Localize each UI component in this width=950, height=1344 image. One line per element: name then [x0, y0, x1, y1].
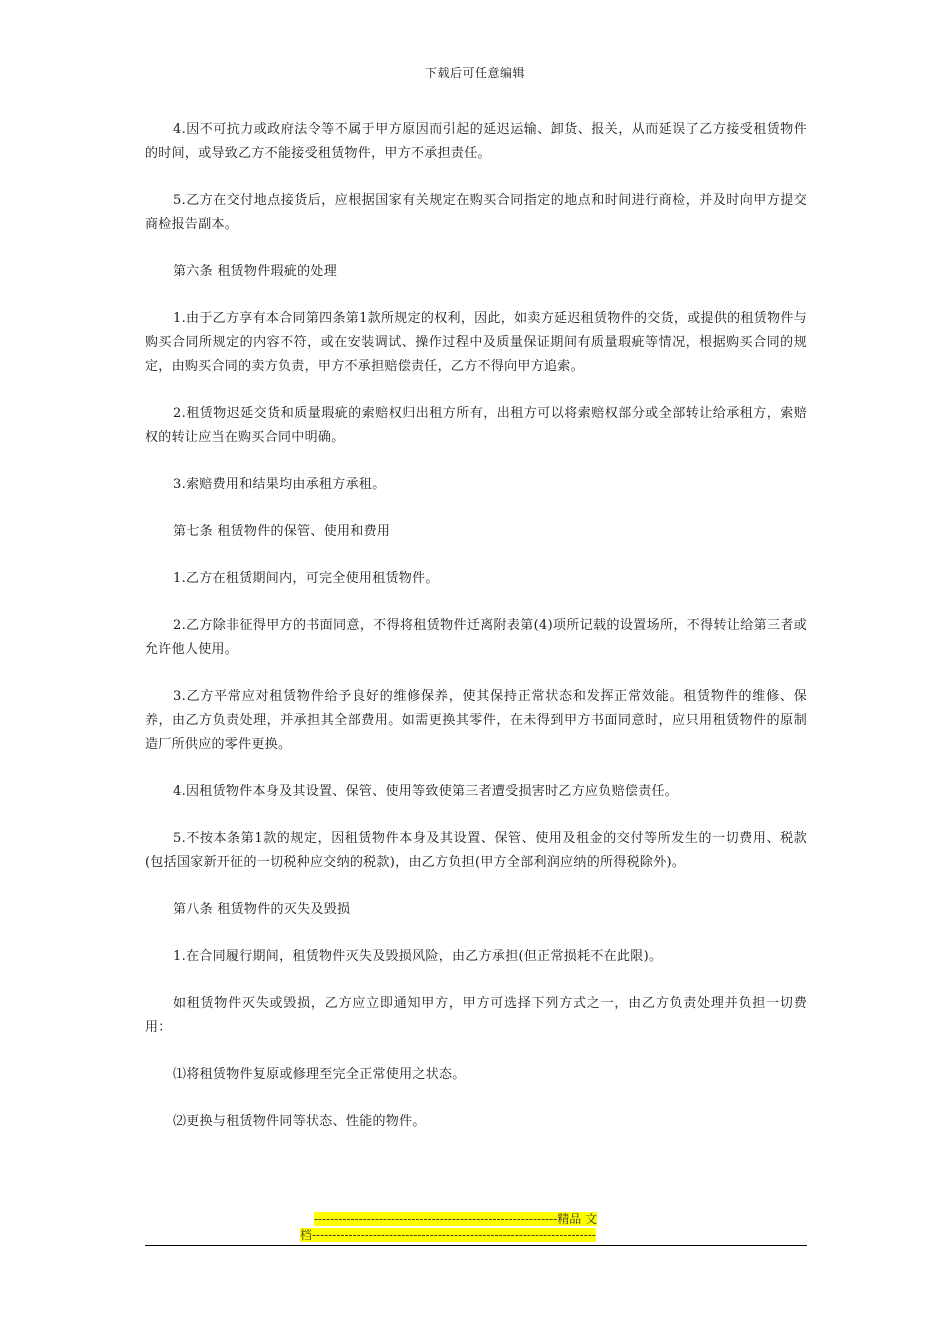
page-header: 下载后可任意编辑 [424, 66, 525, 80]
section-heading: 第八条 租赁物件的灭失及毁损 [173, 902, 351, 917]
footer-line: 档---------------------------------------------------------------------- [300, 1228, 596, 1242]
paragraph: 4.因租赁物件本身及其设置、保管、使用等致使第三者遭受损害时乙方应负赔偿责任。 [173, 784, 679, 799]
paragraph: 1.由于乙方享有本合同第四条第1款所规定的权利，因此，如卖方延迟租赁物件的交货，或提供的租赁物件与购买合同所规定的内容不符，或在安装调试、操作过程中及质量保证期间有质量瑕疵等情况，根据购买合同的规定，由购买合同的卖方负责，甲方不承担赔偿责任，乙方不得向甲方追索。 [145, 311, 807, 374]
paragraph: 如租赁物件灭失或毁损，乙方应立即通知甲方，甲方可选择下列方式之一，由乙方负责处理并负担一切费用： [145, 996, 807, 1035]
paragraph: 5.乙方在交付地点接货后，应根据国家有关规定在购买合同指定的地点和时间进行商检，并及时向甲方提交商检报告副本。 [145, 193, 807, 232]
paragraph: 3.乙方平常应对租赁物件给予良好的维修保养，使其保持正常状态和发挥正常效能。租赁物件的维修、保养，由乙方负责处理，并承担其全部费用。如需更换其零件，在未得到甲方书面同意时，应只用租赁物件的原制造厂所供应的零件更换。 [145, 689, 807, 752]
list-item: ⑴将租赁物件复原或修理至完全正常使用之状态。 [173, 1067, 466, 1082]
list-item: ⑵更换与租赁物件同等状态、性能的物件。 [173, 1114, 426, 1129]
paragraph: 2.乙方除非征得甲方的书面同意，不得将租赁物件迁离附表第(4)项所记载的设置场所，不得转让给第三者或允许他人使用。 [145, 618, 807, 657]
footer-divider [145, 1245, 807, 1246]
paragraph: 2.租赁物迟延交货和质量瑕疵的索赔权归出租方所有，出租方可以将索赔权部分或全部转让给承租方，索赔权的转让应当在购买合同中明确。 [145, 406, 807, 445]
paragraph: 4.因不可抗力或政府法令等不属于甲方原因而引起的延迟运输、卸货、报关，从而延误了乙方接受租赁物件的时间，或导致乙方不能接受租赁物件，甲方不承担责任。 [145, 122, 807, 161]
footer-watermark [300, 1211, 650, 1243]
paragraph: 5.不按本条第1款的规定，因租赁物件本身及其设置、保管、使用及租金的交付等所发生的一切费用、税款(包括国家新开征的一切税种应交纳的税款)，由乙方负担(甲方全部利润应纳的所得税除外)。 [145, 831, 807, 870]
document-body [145, 118, 807, 1157]
section-heading: 第六条 租赁物件瑕疵的处理 [173, 264, 338, 279]
paragraph: 1.在合同履行期间，租赁物件灭失及毁损风险，由乙方承担(但正常损耗不在此限)。 [173, 949, 663, 964]
paragraph: 3.索赔费用和结果均由承租方承租。 [173, 477, 386, 492]
footer-line: ------------------------------------------------------------精品 文 [314, 1212, 598, 1226]
paragraph: 1.乙方在租赁期间内，可完全使用租赁物件。 [173, 571, 439, 586]
section-heading: 第七条 租赁物件的保管、使用和费用 [173, 524, 391, 539]
